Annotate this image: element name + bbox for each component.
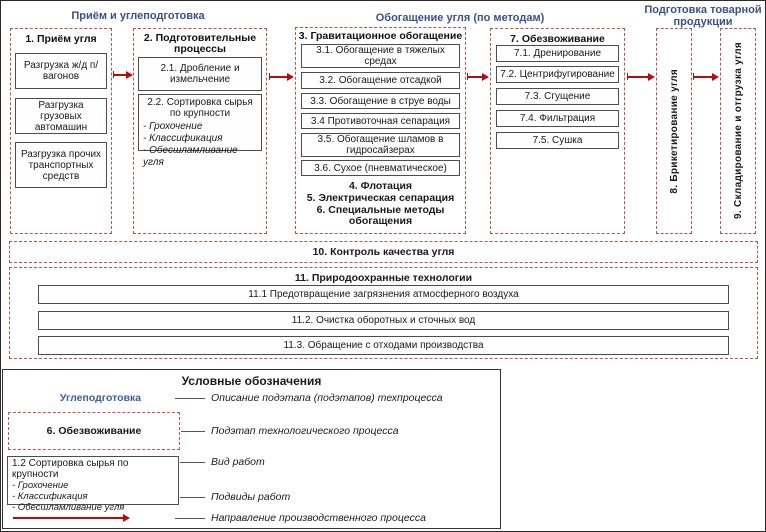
legend-sample-substage-box: 6. Обезвоживание <box>8 412 180 450</box>
section-header-reception: Приём и углеподготовка <box>71 10 205 22</box>
legend-desc-stage: Описание подэтапа (подэтапов) техпроцесса <box>211 392 443 404</box>
process-box <box>138 94 262 168</box>
work-subtype: - Грохочение <box>12 480 69 491</box>
stage-box-2 <box>133 28 267 234</box>
work-subtype: - Грохочение <box>143 121 203 132</box>
legend-sample-work-title: 1.2 Сортировка сырья по крупности <box>12 458 129 480</box>
work-subtype: - Обесшламливание угля <box>12 502 125 513</box>
stage-3-title: 3. Гравитационное обогащение <box>298 30 463 42</box>
section-header-production: Подготовка товарной продукции <box>644 4 762 28</box>
process-box: Разгрузка грузовых автомашин <box>15 98 107 134</box>
legend-title: Условные обозначения <box>181 374 322 388</box>
stage-5-label: 5. Электрическая сепарация <box>306 192 455 204</box>
flow-arrow <box>113 70 133 79</box>
stage-box-11 <box>9 267 758 359</box>
stage-1-title: 1. Приём угля <box>25 33 97 45</box>
process-box: 2.1. Дробление и измельчение <box>138 57 262 91</box>
process-box: 3.4 Противоточная сепарация <box>301 113 460 129</box>
stage-box-3 <box>295 27 466 234</box>
process-box: 3.3. Обогащение в струе воды <box>301 93 460 109</box>
legend-connector <box>180 497 205 498</box>
legend-connector <box>175 398 205 399</box>
legend-box <box>2 369 501 529</box>
stage-6-label: 6. Специальные методы обогащения <box>316 204 445 227</box>
legend-desc-direction: Направление производственного процесса <box>211 512 426 524</box>
work-subtype: - Обесшламливание угля <box>143 145 238 168</box>
stage-box-1 <box>10 28 112 234</box>
legend-direction-arrow <box>13 513 130 522</box>
legend-connector <box>181 431 205 432</box>
stage-box-8 <box>656 28 692 234</box>
stage-7-title: 7. Обезвоживание <box>510 33 605 45</box>
stage-2-title: 2. Подготовительные процессы <box>143 32 257 55</box>
stage-box-7 <box>490 28 625 234</box>
stage-11-title: 11. Природоохранные технологии <box>294 272 473 284</box>
legend-sample-stage-label: Углеподготовка <box>59 392 142 404</box>
process-box: Разгрузка прочих транспортных средств <box>15 142 107 188</box>
legend-desc-work-type: Вид работ <box>211 456 265 468</box>
process-box: 7.2. Центрифугирование <box>496 66 619 83</box>
flow-arrow <box>269 72 294 81</box>
stage-4-label: 4. Флотация <box>348 180 413 192</box>
stage-8-title: 8. Брикетирование угля <box>668 68 680 194</box>
process-box: 7.5. Сушка <box>496 132 619 149</box>
process-box: 7.1. Дренирование <box>496 45 619 62</box>
stage-10-title: 10. Контроль качества угля <box>312 246 455 258</box>
legend-connector <box>175 518 205 519</box>
stage-box-9 <box>720 28 756 234</box>
process-box: 11.2. Очистка оборотных и сточных вод <box>38 311 729 330</box>
process-box: 7.3. Сгущение <box>496 88 619 105</box>
flow-arrow <box>693 72 719 81</box>
process-box: 3.1. Обогащение в тяжелых средах <box>301 44 460 68</box>
flow-arrow <box>627 72 655 81</box>
legend-desc-substage: Подэтап технологического процесса <box>211 425 399 437</box>
process-box: 3.6. Сухое (пневматическое) <box>301 160 460 176</box>
stage-box-10 <box>9 241 758 263</box>
section-header-enrichment: Обогащение угля (по методам) <box>375 12 545 24</box>
process-box: 3.5. Обогащение шламов в гидросайзерах <box>301 133 460 157</box>
process-box-title: 2.2. Сортировка сырья по крупности <box>147 97 253 119</box>
process-box: Разгрузка ж/д п/вагонов <box>15 53 107 89</box>
process-box: 3.2. Обогащение отсадкой <box>301 72 460 89</box>
stage-9-title: 9. Складирование и отгрузка угля <box>732 42 744 220</box>
work-subtype: - Классификация <box>143 133 223 144</box>
legend-connector <box>180 462 205 463</box>
process-box: 7.4. Фильтрация <box>496 110 619 127</box>
flow-arrow <box>467 72 489 81</box>
process-box: 11.3. Обращение с отходами производства <box>38 336 729 355</box>
legend-desc-work-subtypes: Подвиды работ <box>211 491 291 503</box>
process-box: 11.1 Предотвращение загрязнения атмосферного воздуха <box>38 285 729 304</box>
work-subtype: - Классификация <box>12 491 88 502</box>
legend-sample-work-box <box>7 456 179 513</box>
